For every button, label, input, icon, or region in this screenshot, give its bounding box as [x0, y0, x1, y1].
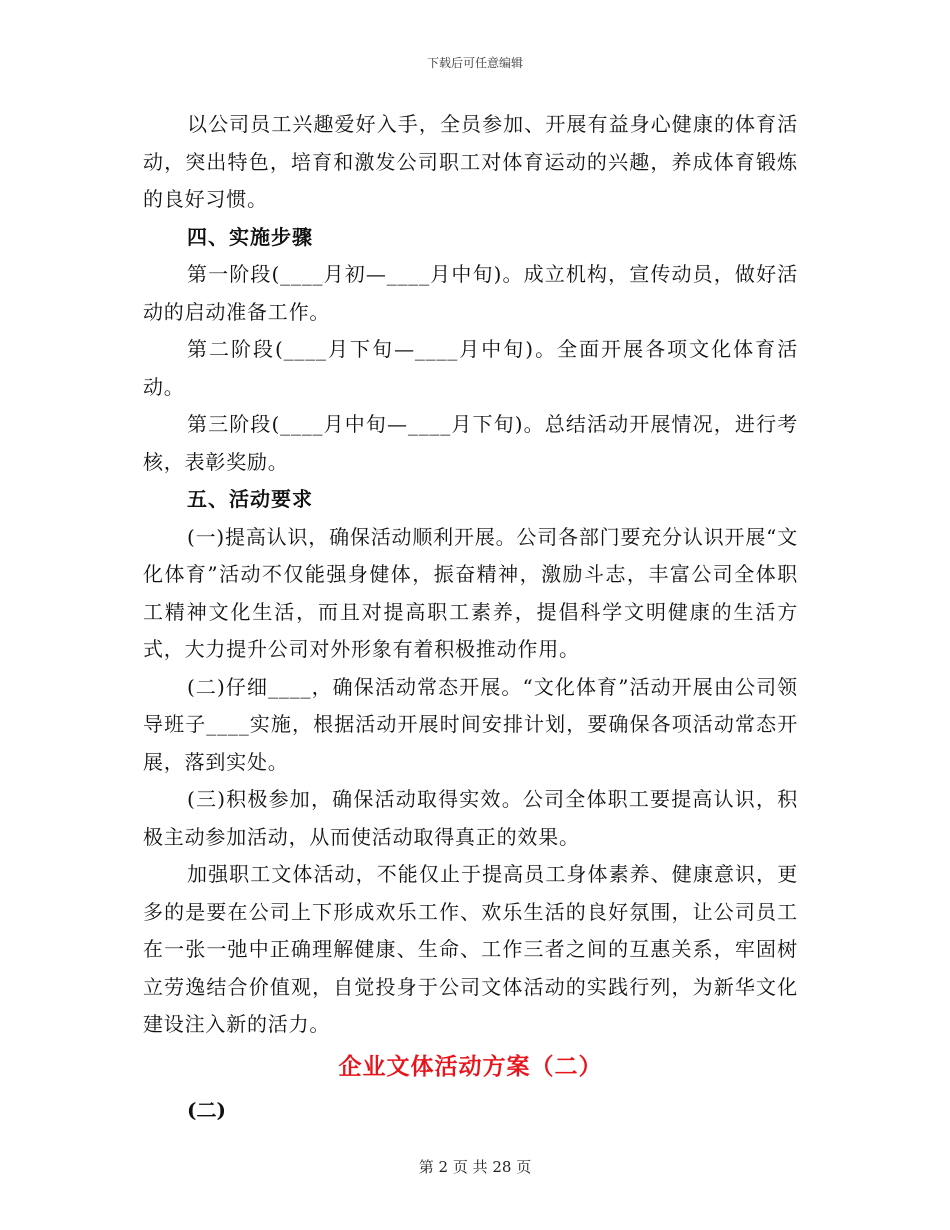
paragraph-intro: 以公司员工兴趣爱好入手，全员参加、开展有益身心健康的体育活动，突出特色，培育和激发公司职工对体育运动的兴趣，养成体育锻炼的良好习惯。	[143, 112, 798, 211]
paragraph-requirement-three: (三)积极参加，确保活动取得实效。公司全体职工要提高认识，积极主动参加活动，从而使活动取得真正的效果。	[143, 787, 798, 849]
page-header: 下载后可任意编辑	[426, 56, 523, 70]
paragraph-stage-two: 第二阶段(____月下旬—____月中旬)。全面开展各项文化体育活动。	[143, 337, 798, 399]
paragraph-requirement-two: (二)仔细____，确保活动常态开展。“文化体育”活动开展由公司领导班子____实施，根据活动开展时间安排计划，要确保各项活动常态开展，落到实处。	[143, 674, 798, 774]
document-body	[143, 106, 798, 1129]
section-subtitle: (二)	[187, 1097, 226, 1122]
page-footer: 第 2 页 共 28 页	[418, 1158, 532, 1176]
paragraph-stage-one: 第一阶段(____月初—____月中旬)。成立机构，宣传动员，做好活动的启动准备工作。	[143, 262, 798, 324]
heading-activity-requirements: 五、活动要求	[187, 487, 313, 511]
paragraph-stage-three: 第三阶段(____月中旬—____月下旬)。总结活动开展情况，进行考核，表彰奖励。	[143, 412, 798, 474]
heading-implementation-steps: 四、实施步骤	[187, 224, 313, 249]
paragraph-conclusion: 加强职工文体活动，不能仅止于提高员工身体素养、健康意识，更多的是要在公司上下形成欢乐工作、欢乐生活的良好氛围，让公司员工在一张一弛中正确理解健康、生命、工作三者之间的互惠关系，牢固树立劳逸结合价值观，自觉投身于公司文体活动的实践行列，为新华文化建设注入新的活力。	[143, 862, 798, 1036]
paragraph-requirement-one: (一)提高认识，确保活动顺利开展。公司各部门要充分认识开展“文化体育”活动不仅能强身健体，振奋精神，激励斗志，丰富公司全体职工精神文化生活，而且对提高职工素养，提倡科学文明健康的生活方式，大力提升公司对外形象有着积极推动作用。	[143, 524, 798, 661]
section-title: 企业文体活动方案（二）	[338, 1052, 603, 1080]
